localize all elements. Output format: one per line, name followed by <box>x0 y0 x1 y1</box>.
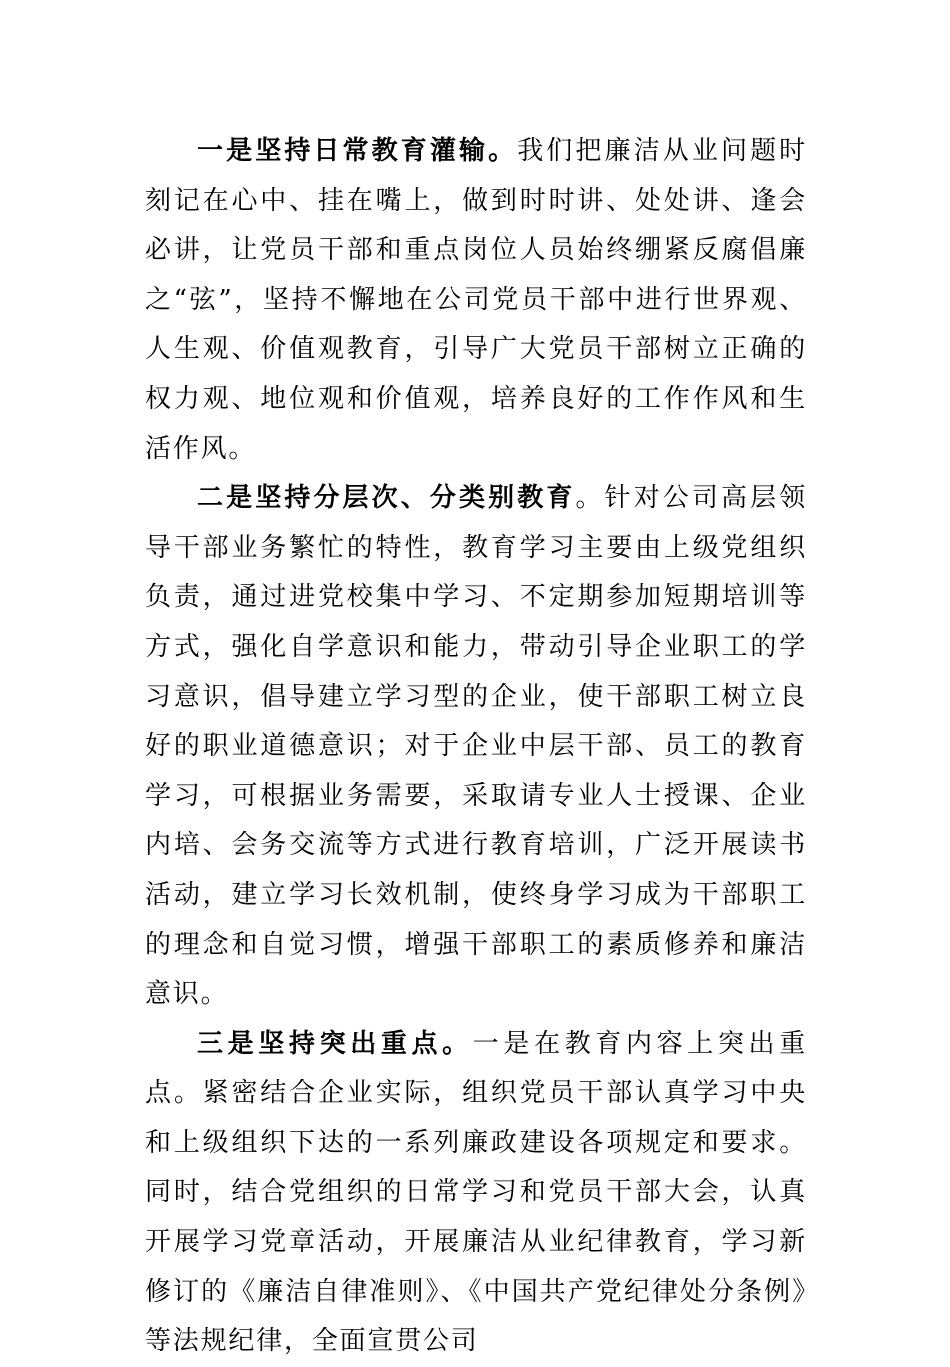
paragraph-heading: 三是坚持突出重点。 <box>197 1028 473 1059</box>
document-page <box>145 127 807 1367</box>
paragraph-heading: 一是坚持日常教育灌输。 <box>197 136 518 166</box>
paragraph-body: 一是在教育内容上突出重点。紧密结合企业实际，组织党员干部认真学习中央和上级组织下达的一系列廉政建设各项规定和要求。同时，结合党组织的日常学习和党员干部大会，认真开展学习党章活动，开展廉洁从业纪律教育，学习新修订的《廉洁自律准则》、《中国共产党纪律处分条例》等法规纪律，全面宣贯公司 <box>145 1028 807 1357</box>
paragraph-body: 。针对公司高层领导干部业务繁忙的特性，教育学习主要由上级党组织负责，通过进党校集中学习、不定期参加短期培训等方式，强化自学意识和能力，带动引导企业职工的学习意识，倡导建立学习型的企业，使干部职工树立良好的职业道德意识；对于企业中层干部、员工的教育学习，可根据业务需要，采取请专业人士授课、企业内培、会务交流等方式进行教育培训，广泛开展读书活动，建立学习长效机制，使终身学习成为干部职工的理念和自觉习惯，增强干部职工的素质修养和廉洁意识。 <box>145 483 808 1010</box>
paragraph-tiered-education <box>145 474 807 1020</box>
paragraph-daily-education <box>145 127 807 474</box>
paragraph-heading: 二是坚持分层次、分类别教育 <box>197 483 576 514</box>
paragraph-body: 我们把廉洁从业问题时刻记在心中、挂在嘴上，做到时时讲、处处讲、逢会必讲，让党员干部和重点岗位人员始终绷紧反腐倡廉之“弦”，坚持不懈地在公司党员干部中进行世界观、人生观、价值观教育，引导广大党员干部树立正确的权力观、地位观和价值观，培养良好的工作作风和生活作风。 <box>145 136 807 464</box>
paragraph-key-focus <box>145 1020 807 1367</box>
